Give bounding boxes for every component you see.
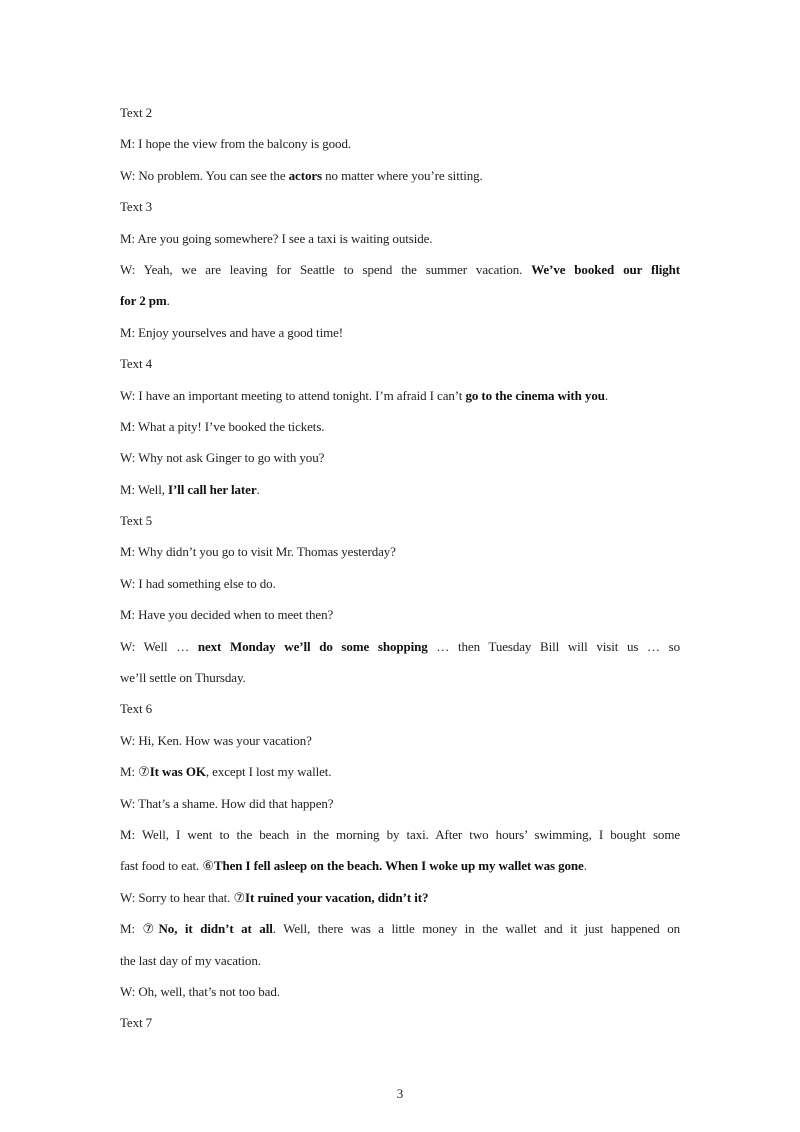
line-text: the last day of my vacation. (120, 952, 261, 968)
line-text: W: Hi, Ken. How was your vacation? (120, 732, 312, 748)
transcript-body (120, 102, 680, 1044)
transcript-line (120, 793, 680, 824)
line-text: . (604, 387, 609, 403)
transcript-line (120, 950, 680, 981)
line-text: fast food to eat. ⑥ (120, 858, 214, 874)
transcript-line (120, 102, 680, 133)
line-text: M: Enjoy yourselves and have a good time! (120, 324, 343, 340)
line-text: . (583, 858, 587, 874)
bold-text: next Monday we’ll do some shopping (197, 638, 428, 654)
transcript-line (120, 165, 680, 196)
line-text: W: Sorry to hear that. ⑦ (120, 889, 246, 905)
line-text: . (166, 293, 170, 309)
transcript-line (120, 322, 680, 353)
transcript-line (120, 259, 680, 290)
line-text: M: ⑦ (120, 764, 150, 780)
transcript-line (120, 761, 680, 792)
line-text: . (256, 481, 260, 497)
line-text: W: Yeah, we are leaving for Seattle to spend the summer vacation. (120, 261, 532, 277)
line-text: W: I have an important meeting to attend tonight. I’m afraid I can’t (120, 387, 466, 403)
line-text: M: Why didn’t you go to visit Mr. Thomas yesterday? (120, 544, 396, 560)
line-text: Text 3 (120, 199, 153, 215)
line-text: W: I had something else to do. (120, 575, 276, 591)
transcript-line (120, 667, 680, 698)
line-text: , except I lost my wallet. (205, 764, 332, 780)
bold-text: We’ve booked our flight (531, 261, 680, 277)
line-text: Text 2 (120, 105, 153, 120)
bold-text: It ruined your vacation, didn’t it? (245, 889, 429, 905)
line-text: M: ⑦ (120, 921, 159, 937)
bold-text: for 2 pm (120, 293, 167, 309)
line-text: W: Well … (120, 638, 198, 654)
line-text: Text 6 (120, 701, 153, 717)
line-text: M: Are you going somewhere? I see a taxi is waiting outside. (120, 230, 433, 246)
transcript-line (120, 385, 680, 416)
bold-text: It was OK (149, 764, 206, 780)
transcript-line (120, 604, 680, 635)
line-text: M: I hope the view from the balcony is good. (120, 136, 351, 152)
line-text: . Well, there was a little money in the wallet and it just happened on (272, 921, 680, 937)
line-text: Text 5 (120, 513, 153, 529)
transcript-line (120, 228, 680, 259)
transcript-line (120, 887, 680, 918)
line-text: Text 7 (120, 1015, 153, 1031)
line-text: M: What a pity! I’ve booked the tickets. (120, 418, 325, 434)
transcript-line (120, 479, 680, 510)
transcript-line (120, 855, 680, 886)
line-text: Text 4 (120, 356, 153, 372)
line-text: W: That’s a shame. How did that happen? (120, 795, 334, 811)
line-text: W: Why not ask Ginger to go with you? (120, 450, 325, 466)
line-text: M: Well, I went to the beach in the morning by taxi. After two hours’ swimming, I bought some (120, 826, 680, 842)
transcript-line (120, 636, 680, 667)
transcript-line (120, 133, 680, 164)
bold-text: go to the cinema with you (465, 387, 605, 403)
transcript-line (120, 510, 680, 541)
transcript-line (120, 918, 680, 949)
bold-text: Then I fell asleep on the beach. When I woke up my wallet was gone (213, 858, 584, 874)
transcript-line (120, 416, 680, 447)
transcript-line (120, 290, 680, 321)
transcript-line (120, 730, 680, 761)
transcript-line (120, 698, 680, 729)
transcript-line (120, 824, 680, 855)
transcript-line (120, 573, 680, 604)
bold-text: No, it didn’t at all (158, 921, 273, 937)
line-text: M: Well, (120, 481, 169, 497)
page-number: 3 (396, 1086, 404, 1101)
line-text: no matter where you’re sitting. (321, 167, 483, 183)
transcript-line (120, 447, 680, 478)
line-text: … then Tuesday Bill will visit us … so (427, 638, 680, 654)
transcript-line (120, 981, 680, 1012)
transcript-line (120, 541, 680, 572)
transcript-line (120, 353, 680, 384)
transcript-line (120, 1012, 680, 1043)
line-text: W: No problem. You can see the (120, 167, 289, 183)
transcript-line (120, 196, 680, 227)
line-text: W: Oh, well, that’s not too bad. (120, 983, 280, 999)
bold-text: actors (288, 167, 322, 183)
line-text: we’ll settle on Thursday. (120, 670, 246, 686)
line-text: M: Have you decided when to meet then? (120, 607, 334, 623)
bold-text: I’ll call her later (168, 481, 257, 497)
